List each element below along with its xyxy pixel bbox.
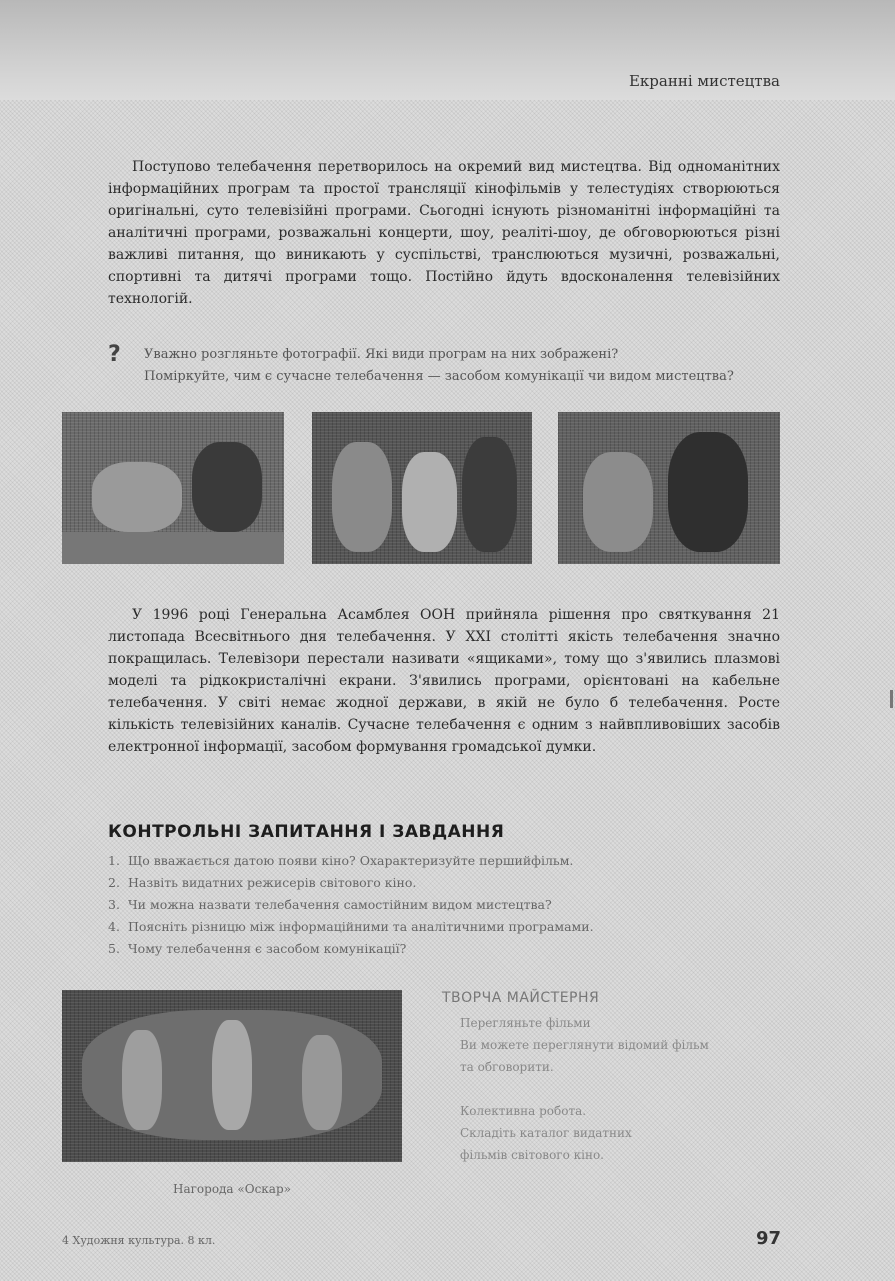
questions-list bbox=[108, 850, 768, 960]
paragraph-1: Поступово телебачення перетворилось на окремий вид мистецтва. Від одноманітних інформаційних програм та простої трансляції кінофільмів у телестудіях створюються оригінальні, суто телевізійні програми. Сьогодні існують різноманітні інформаційні та аналітичні програми, розважальні концерти, шоу, реаліті-шоу, де обговорюються різні важливі питання, що виникають у суспільстві, транслюються музичні, розважальні, спортивні та дитячі програми тощо. Постійно йдуть вдосконалення телевізійних технологій. bbox=[108, 159, 780, 307]
creative-line: Складіть каталог видатних bbox=[460, 1126, 632, 1140]
creative-line: та обговорити. bbox=[460, 1060, 554, 1074]
creative-workshop bbox=[442, 990, 782, 1166]
creative-line: Ви можете переглянути відомий фільм bbox=[460, 1038, 709, 1052]
photo-tv-studio bbox=[62, 412, 284, 564]
running-header: Екранні мистецтва bbox=[628, 72, 780, 90]
photo-tv-program bbox=[558, 412, 780, 564]
task-line-2: Поміркуйте, чим є сучасне телебачення — засобом комунікації чи видом мистецтва? bbox=[144, 369, 734, 384]
page-number: 97 bbox=[755, 1228, 781, 1249]
footer-book-info: 4 Художня культура. 8 кл. bbox=[62, 1234, 216, 1247]
creative-line: фільмів світового кіно. bbox=[460, 1148, 604, 1162]
creative-title: ТВОРЧА МАЙСТЕРНЯ bbox=[442, 990, 600, 1006]
question-item: 4. Поясніть різницю між інформаційними та аналітичними програмами. bbox=[108, 919, 594, 934]
edge-mark bbox=[890, 690, 893, 708]
photo-oscar-award bbox=[62, 990, 402, 1162]
question-item: 2. Назвіть видатних режисерів світового кіно. bbox=[108, 875, 417, 890]
paragraph-2: У 1996 році Генеральна Асамблея ООН прийняла рішення про святкування 21 листопада Всесвітнього дня телебачення. У XXI столітті якість телебачення значно покращилась. Телевізори перестали називати «ящиками», тому що з'явились плазмові моделі та рідкокристалічні екрани. З'явились програми, орієнтовані на кабельне телебачення. У світі немає жодної держави, в якій не було б телебачення. Росте кількість телевізійних каналів. Сучасне телебачення є одним з найвпливовіших засобів електронної інформації, засобом формування громадської думки. bbox=[108, 607, 780, 755]
creative-line: Колективна робота. bbox=[460, 1104, 587, 1118]
question-item: 5. Чому телебачення є засобом комунікації? bbox=[108, 941, 407, 956]
task-text bbox=[144, 344, 764, 388]
question-item: 3. Чи можна назвати телебачення самостійним видом мистецтва? bbox=[108, 897, 552, 912]
photo-tv-show bbox=[312, 412, 532, 564]
creative-line: Перегляньте фільми bbox=[460, 1016, 591, 1030]
question-item: 1. Що вважається датою появи кіно? Охарактеризуйте першийфільм. bbox=[108, 853, 574, 868]
photo-caption: Нагорода «Оскар» bbox=[173, 1182, 291, 1196]
questions-heading: КОНТРОЛЬНІ ЗАПИТАННЯ І ЗАВДАННЯ bbox=[108, 822, 505, 842]
task-line-1: Уважно розгляньте фотографії. Які види програм на них зображені? bbox=[144, 347, 619, 362]
question-mark-icon: ? bbox=[108, 342, 121, 367]
